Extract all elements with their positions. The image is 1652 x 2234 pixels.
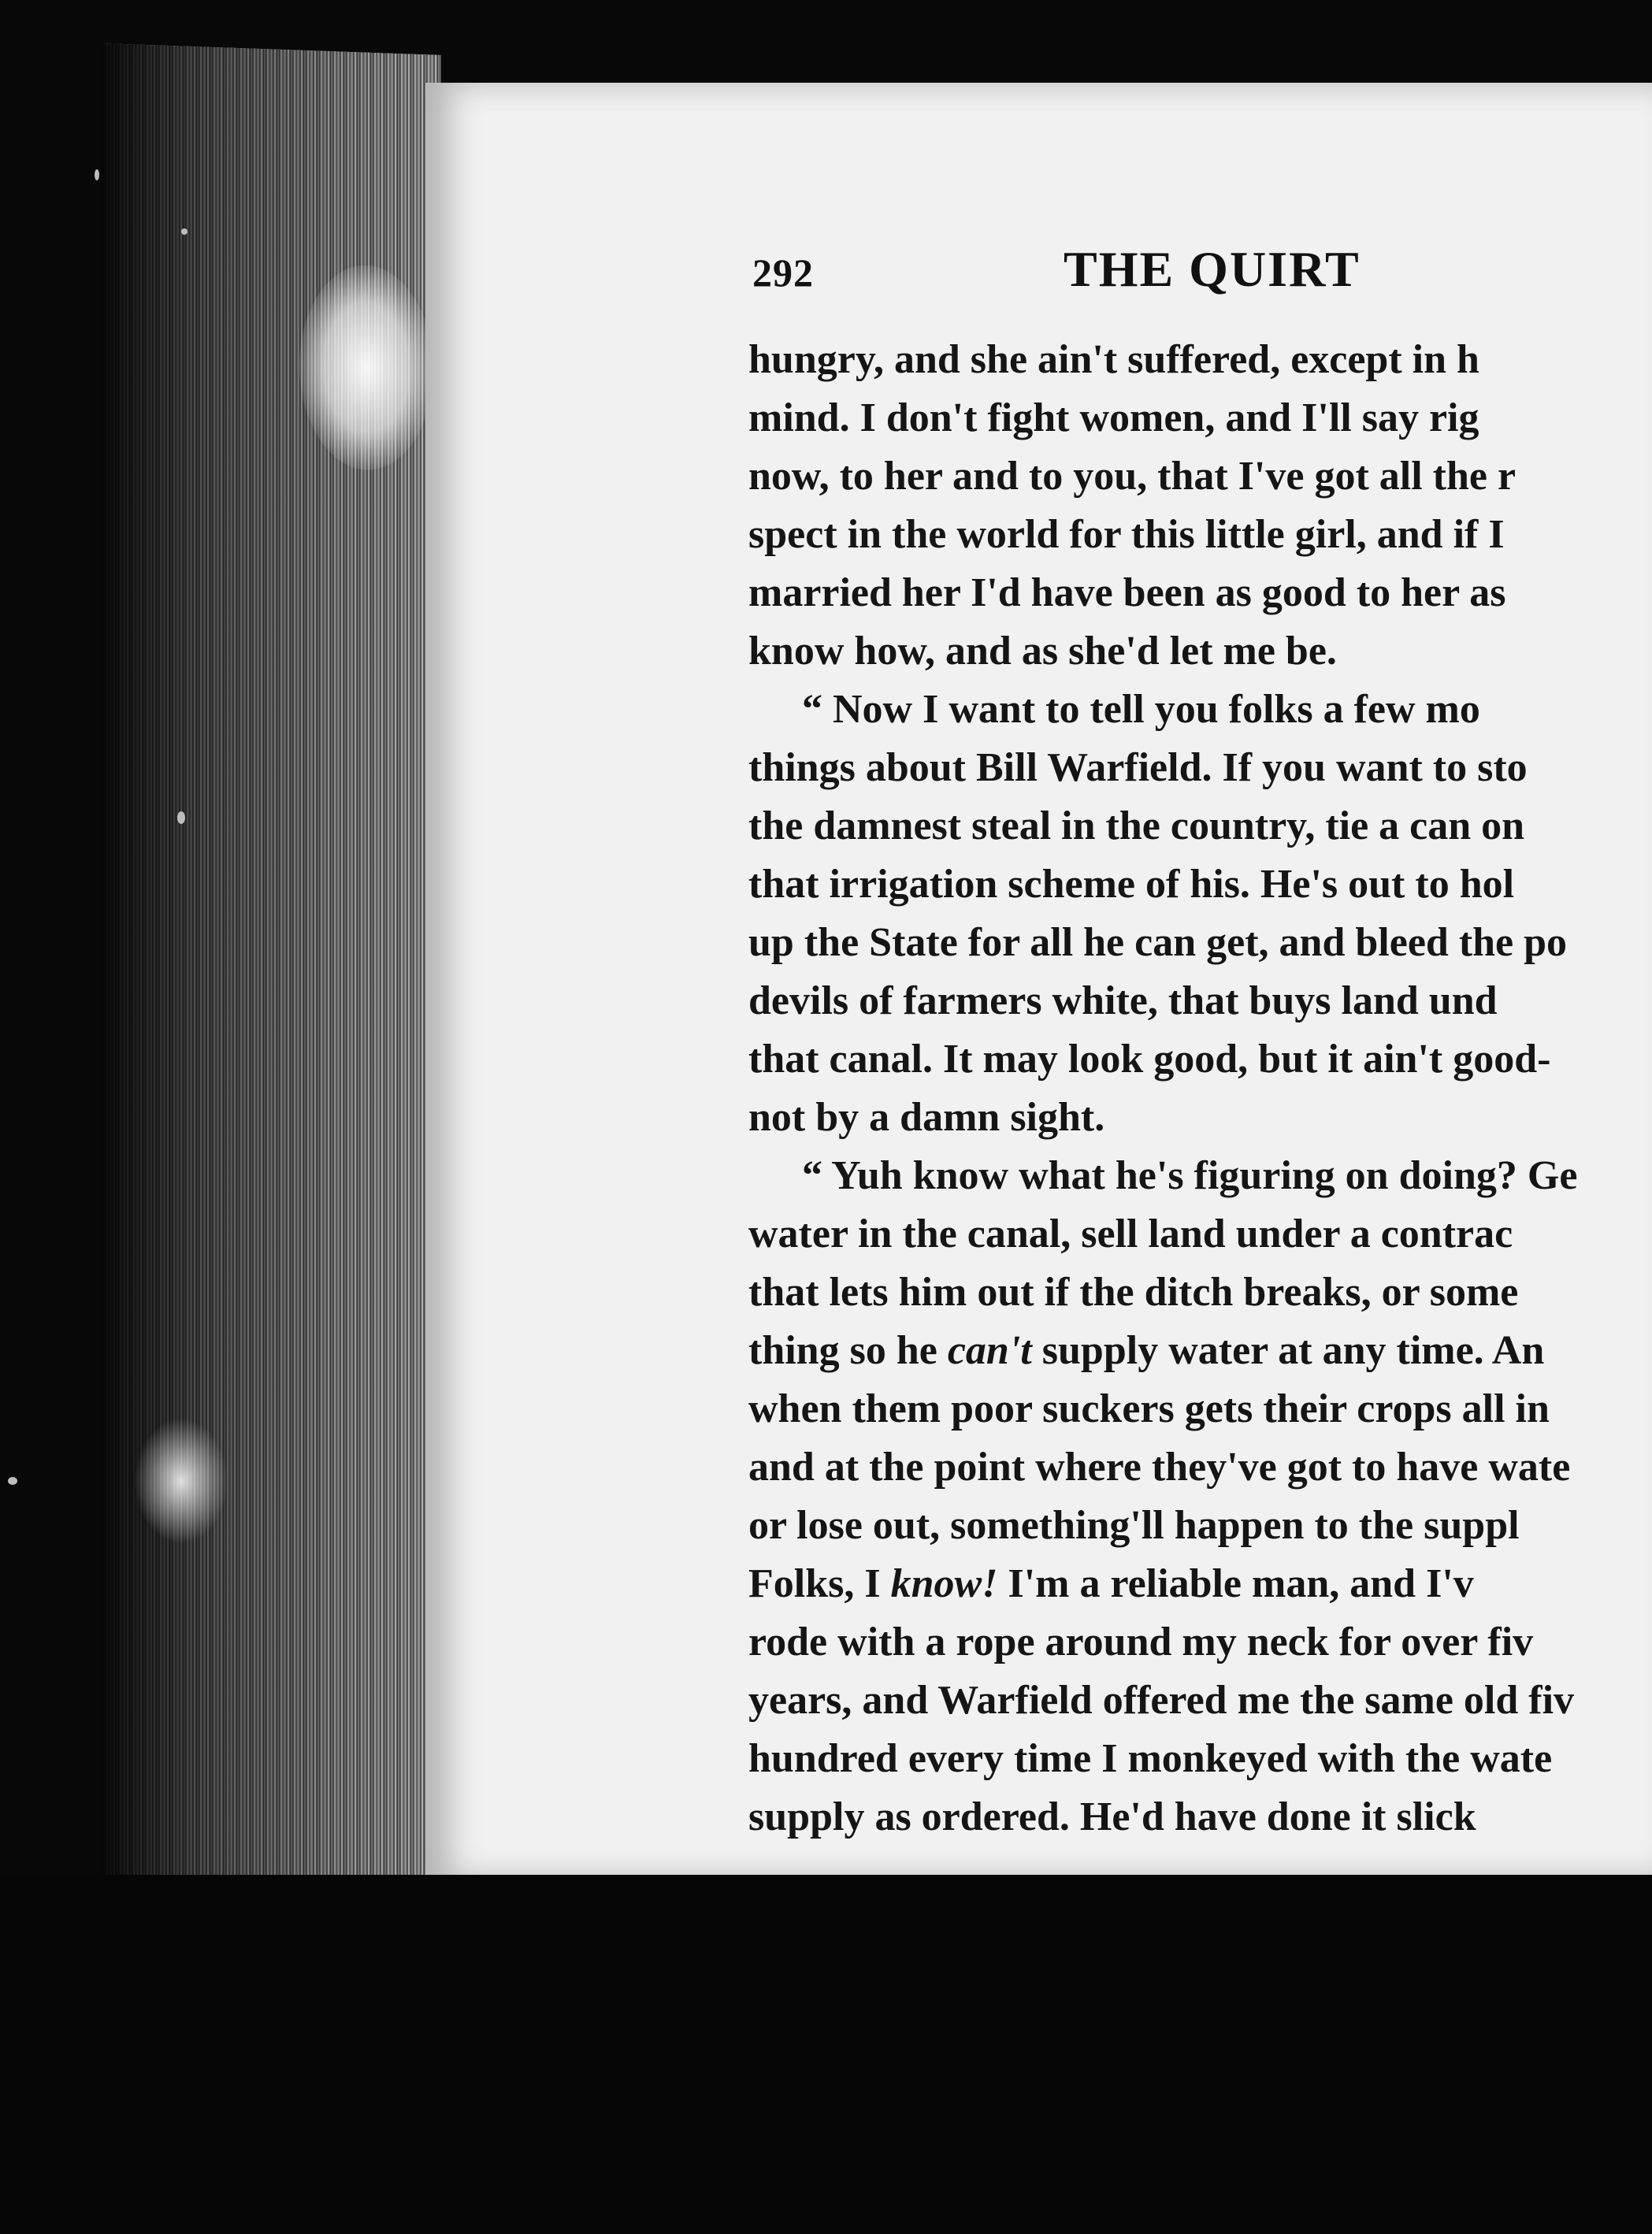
text-line-part: thing so he [748,1328,948,1373]
emphasis: know! [890,1561,998,1606]
text-line: mind. I don't fight women, and I'll say rig [748,395,1479,440]
text-line: or lose out, something'll happen to the suppl [748,1503,1520,1548]
dust-speck [177,811,185,824]
page-header [752,240,1652,303]
text-line-part: Folks, I [748,1561,891,1606]
text-line [748,1555,1652,1613]
dust-speck [181,228,187,235]
text-line: water in the canal, sell land under a contrac [748,1212,1513,1256]
text-line: “ Yuh know what he's figuring on doing? Ge [802,1153,1578,1198]
text-line: that irrigation scheme of his. He's out to hol [748,862,1515,907]
text-line: that lets him out if the ditch breaks, or some [748,1270,1519,1315]
text-line: supply as ordered. He'd have done it slick [748,1794,1476,1839]
dust-speck [95,169,99,180]
text-line: up the State for all he can get, and bleed the po [748,920,1568,965]
text-line-part: supply water at any time. An [1031,1328,1545,1373]
text-line: not by a damn sight. [748,1095,1105,1140]
text-line: years, and Warfield offered me the same old fiv [748,1678,1575,1723]
text-line: and at the point where they've got to have wate [748,1445,1571,1490]
text-line: rode with a rope around my neck for over fiv [748,1620,1534,1664]
light-glare [134,1418,228,1544]
emphasis: can't [947,1328,1032,1373]
text-line: that canal. It may look good, but it ain't good- [748,1037,1551,1082]
text-line: hundred every time I monkeyed with the wate [748,1736,1553,1781]
text-line: devils of farmers white, that buys land und [748,978,1498,1023]
dust-speck [8,1477,17,1485]
text-line: “ Now I want to tell you folks a few mo [802,687,1480,732]
text-line: know how, and as she'd let me be. [748,629,1337,674]
text-line: the damnest steal in the country, tie a can on [748,803,1525,848]
text-line: things about Bill Warfield. If you want to sto [748,745,1528,790]
text-line-part: I'm a reliable man, and I'v [997,1561,1474,1606]
page-number: 292 [752,250,814,295]
text-line: now, to her and to you, that I've got all the r [748,454,1516,499]
background-shadow [0,1875,1652,2234]
book-fore-edge [102,43,441,1922]
text-line [748,1322,1652,1380]
text-line: spect in the world for this little girl, and if I [748,512,1505,557]
running-head: THE QUIRT [1064,241,1361,297]
text-line: when them poor suckers gets their crops all in [748,1386,1550,1431]
text-line: married her I'd have been as good to her as [748,570,1506,615]
text-line: hungry, and she ain't suffered, except in h [748,337,1479,382]
body-text [748,331,1652,1846]
